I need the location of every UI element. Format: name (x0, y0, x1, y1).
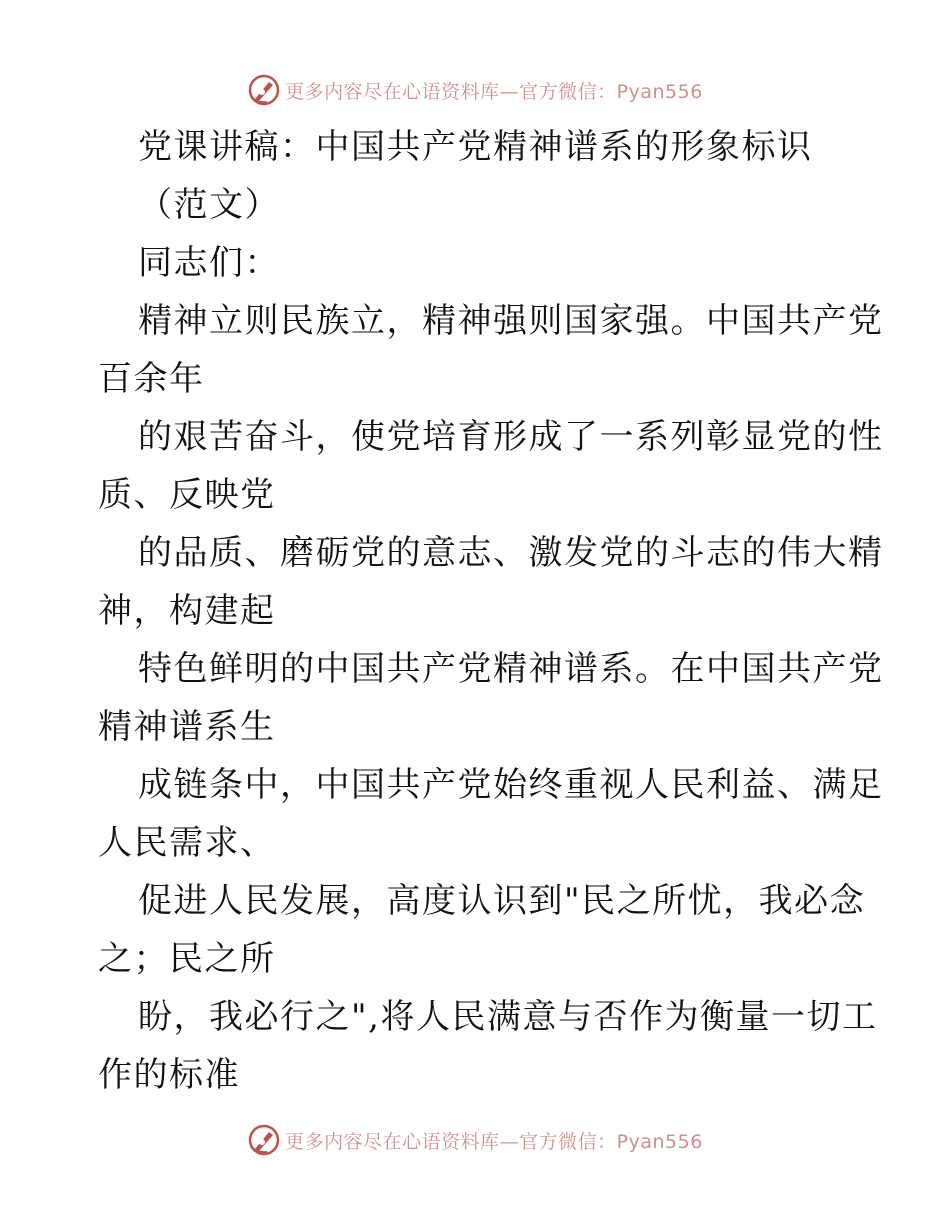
doc-line: 作的标准 (98, 1055, 240, 1095)
doc-line: 人民需求、 (98, 823, 276, 863)
doc-line: 促进人民发展，高度认识到"民之所忧，我必念 (138, 881, 866, 921)
doc-line: 质、反映党 (98, 475, 276, 515)
footer-watermark (0, 1120, 950, 1160)
doc-line: 特色鲜明的中国共产党精神谱系。在中国共产党 (138, 649, 884, 689)
document-body (98, 118, 884, 1104)
doc-line: 党课讲稿：中国共产党精神谱系的形象标识 (138, 127, 813, 167)
doc-line: 成链条中，中国共产党始终重视人民利益、满足 (138, 765, 884, 805)
doc-line: 百余年 (98, 359, 205, 399)
doc-line: 精神立则民族立，精神强则国家强。中国共产党 (138, 301, 884, 341)
doc-line: （范文） (138, 185, 280, 225)
doc-line: 精神谱系生 (98, 707, 276, 747)
doc-line: 盼，我必行之",将人民满意与否作为衡量一切工 (138, 997, 878, 1037)
pen-logo-icon (247, 1123, 281, 1157)
doc-line: 之；民之所 (98, 939, 276, 979)
doc-line: 同志们： (138, 243, 280, 283)
header-watermark (0, 70, 950, 110)
watermark-text: 更多内容尽在心语资料库—官方微信：Pyan556 (285, 1130, 703, 1153)
watermark-text: 更多内容尽在心语资料库—官方微信：Pyan556 (285, 80, 703, 103)
pen-logo-icon (247, 73, 281, 107)
doc-line: 神，构建起 (98, 591, 276, 631)
doc-line: 的品质、磨砺党的意志、激发党的斗志的伟大精 (138, 533, 884, 573)
doc-line: 的艰苦奋斗，使党培育形成了一系列彰显党的性 (138, 417, 884, 457)
